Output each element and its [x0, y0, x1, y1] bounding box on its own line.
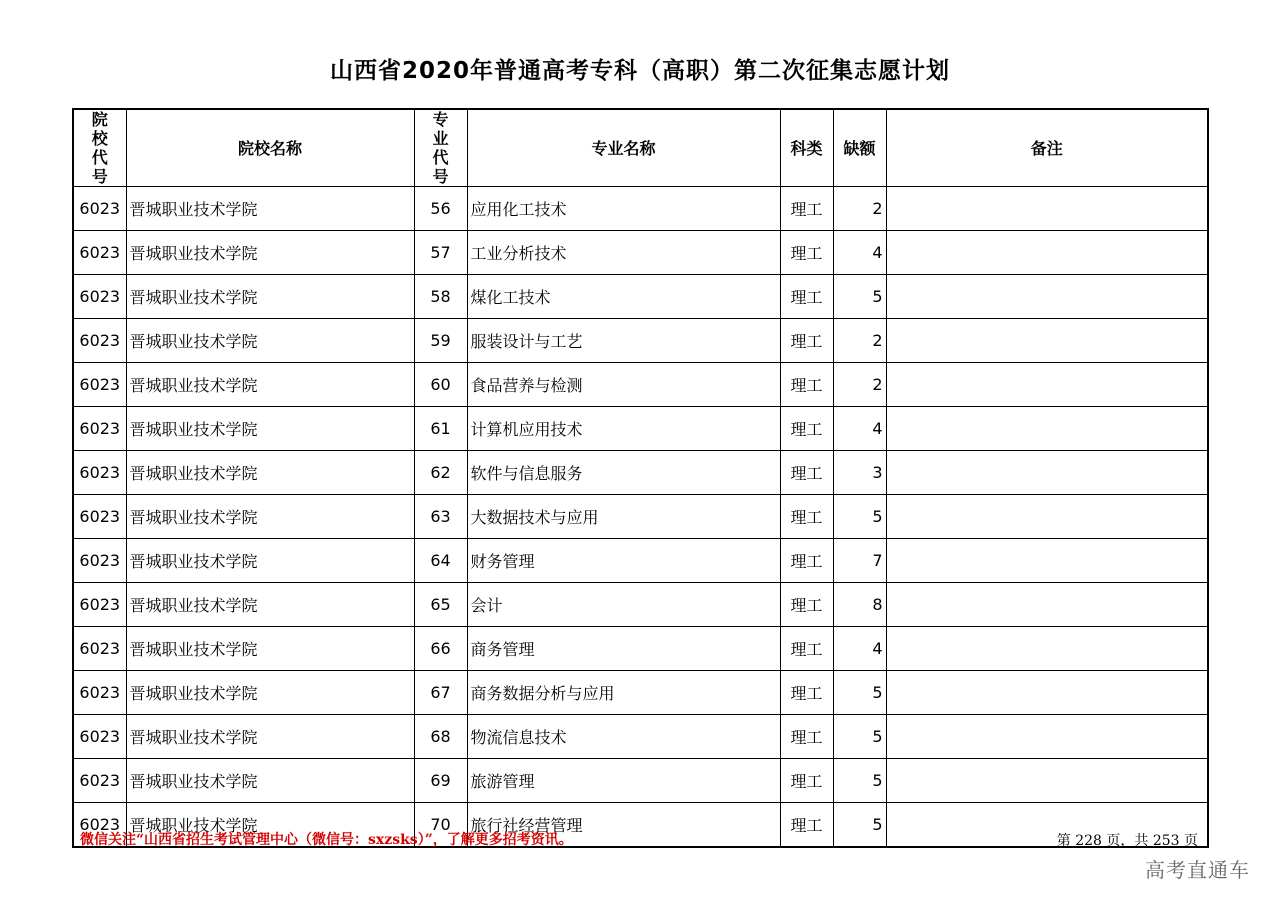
cell-school-name: 晋城职业技术学院 — [126, 583, 414, 627]
cell-category: 理工 — [780, 539, 833, 583]
cell-school-name: 晋城职业技术学院 — [126, 715, 414, 759]
cell-major-code: 60 — [414, 363, 467, 407]
cell-major-name: 应用化工技术 — [467, 187, 780, 231]
cell-category: 理工 — [780, 495, 833, 539]
cell-quota: 3 — [833, 451, 886, 495]
cell-quota: 2 — [833, 319, 886, 363]
cell-category: 理工 — [780, 407, 833, 451]
header-school-name: 院校名称 — [126, 109, 414, 187]
cell-school-code: 6023 — [73, 407, 126, 451]
cell-quota: 5 — [833, 495, 886, 539]
cell-school-code: 6023 — [73, 231, 126, 275]
cell-category: 理工 — [780, 231, 833, 275]
cell-major-code: 57 — [414, 231, 467, 275]
table-row — [73, 583, 1208, 627]
cell-note — [886, 627, 1208, 671]
cell-school-name: 晋城职业技术学院 — [126, 803, 414, 848]
page-title: 山西省2020年普通高考专科（高职）第二次征集志愿计划 — [329, 58, 950, 84]
watermark: 高考直通车 — [1145, 858, 1250, 882]
cell-school-name: 晋城职业技术学院 — [126, 539, 414, 583]
cell-major-code: 70 — [414, 803, 467, 848]
cell-note — [886, 187, 1208, 231]
cell-major-name: 旅游管理 — [467, 759, 780, 803]
header-school-code: 院校代号 — [73, 109, 126, 187]
cell-category: 理工 — [780, 363, 833, 407]
cell-school-name: 晋城职业技术学院 — [126, 495, 414, 539]
cell-note — [886, 363, 1208, 407]
table-row — [73, 759, 1208, 803]
cell-note — [886, 407, 1208, 451]
cell-school-code: 6023 — [73, 671, 126, 715]
cell-major-name: 食品营养与检测 — [467, 363, 780, 407]
cell-school-code: 6023 — [73, 539, 126, 583]
cell-note — [886, 231, 1208, 275]
cell-school-code: 6023 — [73, 759, 126, 803]
cell-category: 理工 — [780, 319, 833, 363]
cell-category: 理工 — [780, 627, 833, 671]
table-row — [73, 539, 1208, 583]
cell-major-code: 59 — [414, 319, 467, 363]
table-row — [73, 231, 1208, 275]
table-row — [73, 363, 1208, 407]
cell-quota: 4 — [833, 231, 886, 275]
cell-school-code: 6023 — [73, 627, 126, 671]
footer-wechat-note: 微信关注“山西省招生考试管理中心（微信号：sxzsks）”，了解更多招考资讯。 — [80, 832, 573, 848]
cell-category: 理工 — [780, 187, 833, 231]
cell-major-name: 计算机应用技术 — [467, 407, 780, 451]
cell-quota: 5 — [833, 759, 886, 803]
cell-quota: 5 — [833, 275, 886, 319]
table-row — [73, 187, 1208, 231]
cell-school-name: 晋城职业技术学院 — [126, 363, 414, 407]
table-row — [73, 451, 1208, 495]
cell-major-code: 67 — [414, 671, 467, 715]
table-row — [73, 495, 1208, 539]
cell-quota: 2 — [833, 363, 886, 407]
header-major-code: 专业代号 — [414, 109, 467, 187]
cell-school-name: 晋城职业技术学院 — [126, 187, 414, 231]
cell-major-code: 56 — [414, 187, 467, 231]
cell-quota: 2 — [833, 187, 886, 231]
header-category: 科类 — [780, 109, 833, 187]
cell-note — [886, 319, 1208, 363]
header-note: 备注 — [886, 109, 1208, 187]
table-header-row — [73, 109, 1208, 187]
table-row — [73, 407, 1208, 451]
cell-major-code: 61 — [414, 407, 467, 451]
cell-school-name: 晋城职业技术学院 — [126, 451, 414, 495]
cell-major-code: 64 — [414, 539, 467, 583]
table-row — [73, 627, 1208, 671]
cell-school-name: 晋城职业技术学院 — [126, 627, 414, 671]
cell-school-code: 6023 — [73, 495, 126, 539]
cell-quota: 5 — [833, 715, 886, 759]
cell-school-code: 6023 — [73, 275, 126, 319]
cell-school-name: 晋城职业技术学院 — [126, 407, 414, 451]
cell-major-name: 软件与信息服务 — [467, 451, 780, 495]
cell-major-name: 会计 — [467, 583, 780, 627]
cell-major-code: 62 — [414, 451, 467, 495]
cell-school-name: 晋城职业技术学院 — [126, 231, 414, 275]
cell-category: 理工 — [780, 451, 833, 495]
cell-major-name: 旅行社经营管理 — [467, 803, 780, 848]
cell-note — [886, 715, 1208, 759]
cell-major-code: 69 — [414, 759, 467, 803]
cell-quota: 7 — [833, 539, 886, 583]
cell-major-code: 58 — [414, 275, 467, 319]
cell-category: 理工 — [780, 759, 833, 803]
cell-school-code: 6023 — [73, 451, 126, 495]
cell-major-name: 大数据技术与应用 — [467, 495, 780, 539]
cell-major-name: 煤化工技术 — [467, 275, 780, 319]
cell-major-code: 63 — [414, 495, 467, 539]
header-quota: 缺额 — [833, 109, 886, 187]
cell-school-name: 晋城职业技术学院 — [126, 319, 414, 363]
cell-category: 理工 — [780, 583, 833, 627]
cell-category: 理工 — [780, 671, 833, 715]
cell-note — [886, 275, 1208, 319]
cell-major-code: 66 — [414, 627, 467, 671]
table-row — [73, 319, 1208, 363]
cell-quota: 8 — [833, 583, 886, 627]
table-row — [73, 671, 1208, 715]
cell-major-name: 工业分析技术 — [467, 231, 780, 275]
cell-note — [886, 671, 1208, 715]
cell-category: 理工 — [780, 275, 833, 319]
cell-note — [886, 539, 1208, 583]
cell-quota: 4 — [833, 627, 886, 671]
cell-note — [886, 451, 1208, 495]
cell-major-name: 财务管理 — [467, 539, 780, 583]
table-row — [73, 275, 1208, 319]
cell-quota: 5 — [833, 671, 886, 715]
cell-school-name: 晋城职业技术学院 — [126, 275, 414, 319]
cell-note — [886, 759, 1208, 803]
cell-school-name: 晋城职业技术学院 — [126, 671, 414, 715]
cell-major-name: 物流信息技术 — [467, 715, 780, 759]
cell-major-code: 65 — [414, 583, 467, 627]
cell-school-code: 6023 — [73, 715, 126, 759]
header-major-name: 专业名称 — [467, 109, 780, 187]
footer-page-number: 第 228 页，共 253 页 — [1056, 833, 1198, 849]
cell-category: 理工 — [780, 803, 833, 848]
plan-table — [72, 108, 1209, 848]
table-row — [73, 715, 1208, 759]
cell-school-code: 6023 — [73, 803, 126, 848]
cell-school-code: 6023 — [73, 363, 126, 407]
cell-note — [886, 583, 1208, 627]
cell-school-name: 晋城职业技术学院 — [126, 759, 414, 803]
cell-note — [886, 495, 1208, 539]
cell-school-code: 6023 — [73, 187, 126, 231]
cell-school-code: 6023 — [73, 319, 126, 363]
cell-major-name: 服装设计与工艺 — [467, 319, 780, 363]
cell-major-code: 68 — [414, 715, 467, 759]
cell-quota: 5 — [833, 803, 886, 848]
cell-quota: 4 — [833, 407, 886, 451]
cell-category: 理工 — [780, 715, 833, 759]
cell-school-code: 6023 — [73, 583, 126, 627]
cell-major-name: 商务数据分析与应用 — [467, 671, 780, 715]
cell-major-name: 商务管理 — [467, 627, 780, 671]
